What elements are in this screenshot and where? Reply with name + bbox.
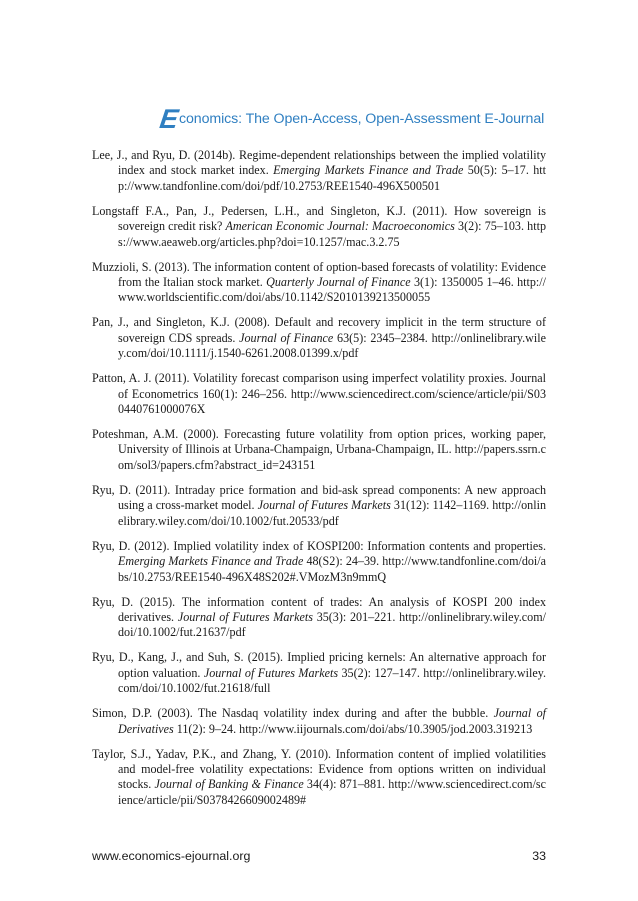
page-number: 33 — [532, 849, 546, 863]
reference-link[interactable]: http://www.tandfonline.com/doi/abs/10.2753/REE1540-496X48S202#.VMozM3n9mmQ — [118, 554, 547, 584]
journal-header — [157, 103, 545, 134]
reference-link[interactable]: http://papers.ssrn.com/sol3/papers.cfm?abstract_id=243151 — [118, 442, 546, 472]
reference-entry: Ryu, D., Kang, J., and Suh, S. (2015). Implied pricing kernels: An alternative approach for option valuation. Journal of Futures Markets 35(2): 127–147. http://onlinelibrary.wiley.com/doi/10.1002/fut.21618/full — [92, 650, 546, 696]
page-footer — [92, 848, 546, 864]
reference-entry: Ryu, D. (2015). The information content of trades: An analysis of KOSPI 200 index derivatives. Journal of Futures Markets 35(3): 201–221. http://onlinelibrary.wiley.com/doi/10.1002/fut.21637/pdf — [92, 594, 546, 640]
reference-entry: Patton, A. J. (2011). Volatility forecast comparison using imperfect volatility proxies. Journal of Econometrics 160(1): 246–256. http://www.sciencedirect.com/science/article/pii/S030440761000076X — [92, 371, 546, 417]
reference-entry: Pan, J., and Singleton, K.J. (2008). Default and recovery implicit in the term structure of sovereign CDS spreads. Journal of Finance 63(5): 2345–2384. http://onlinelibrary.wiley.com/doi/10.1111/j.1540-6261.2008.01399.x/pdf — [92, 315, 546, 361]
reference-link[interactable]: http://onlinelibrary.wiley.com/doi/10.1002/fut.20533/pdf — [118, 498, 546, 528]
journal-logo-letter: E — [157, 103, 181, 134]
reference-link[interactable]: http://onlinelibrary.wiley.com/doi/10.1111/j.1540-6261.2008.01399.x/pdf — [118, 330, 546, 361]
reference-link[interactable]: http://www.sciencedirect.com/science/article/pii/S030440761000076X — [118, 386, 546, 417]
reference-list — [92, 148, 546, 818]
reference-entry: Simon, D.P. (2003). The Nasdaq volatility index during and after the bubble. Journal of Derivatives 11(2): 9–24. http://www.iijournals.com/doi/abs/10.3905/jod.2003.319213 — [92, 706, 546, 736]
reference-link[interactable]: http://onlinelibrary.wiley.com/doi/10.1002/fut.21637/pdf — [118, 609, 546, 640]
reference-link[interactable]: http://onlinelibrary.wiley.com/doi/10.1002/fut.21618/full — [118, 665, 546, 696]
reference-link[interactable]: http://www.sciencedirect.com/science/article/pii/S0378426609002489# — [118, 777, 547, 807]
reference-entry: Taylor, S.J., Yadav, P.K., and Zhang, Y. (2010). Information content of implied volatilities and model-free volatility expectations: Evidence from options written on individual stocks. Journal of Banking & Finance 34(4): 871–881. http://www.sciencedirect.com/science/article/pii/S0378426609002489# — [92, 746, 547, 807]
footer-website[interactable]: www.economics-ejournal.org — [92, 849, 251, 863]
reference-link[interactable]: https://www.aeaweb.org/articles.php?doi=10.1257/mac.3.2.75 — [118, 219, 546, 249]
reference-entry: Lee, J., and Ryu, D. (2014b). Regime-dependent relationships between the implied volatility index and stock market index. Emerging Markets Finance and Trade 50(5): 5–17. http://www.tandfonline.com/doi/pdf/10.2753/REE1540-496X500501 — [92, 148, 546, 193]
reference-link[interactable]: http://www.worldscientific.com/doi/abs/10.1142/S2010139213500055 — [118, 275, 546, 305]
reference-link[interactable]: http://www.tandfonline.com/doi/pdf/10.2753/REE1540-496X500501 — [118, 163, 546, 193]
reference-entry: Longstaff F.A., Pan, J., Pedersen, L.H., and Singleton, K.J. (2011). How sovereign is sovereign credit risk? American Economic Journal: Macroeconomics 3(2): 75–103. https://www.aeaweb.org/articles.php?doi=10.1257/mac.3.2.75 — [92, 203, 546, 249]
reference-entry: Ryu, D. (2011). Intraday price formation and bid-ask spread components: A new approach using a cross-market model. Journal of Futures Markets 31(12): 1142–1169. http://onlinelibrary.wiley.com/doi/10.1002/fut.20533/pdf — [92, 482, 546, 528]
reference-entry: Poteshman, A.M. (2000). Forecasting future volatility from option prices, working paper, University of Illinois at Urbana-Champaign, Urbana-Champaign, IL. http://papers.ssrn.com/sol3/papers.cfm?abstract_id=243151 — [92, 427, 546, 472]
journal-title: conomics: The Open-Access, Open-Assessment E-Journal — [179, 111, 545, 127]
reference-entry: Ryu, D. (2012). Implied volatility index of KOSPI200: Information contents and properties. Emerging Markets Finance and Trade 48(S2): 24–39. http://www.tandfonline.com/doi/abs/10.2753/REE1540-496X48S202#.VMozM3n9mmQ — [92, 538, 547, 584]
reference-link[interactable]: http://www.iijournals.com/doi/abs/10.3905/jod.2003.319213 — [239, 721, 533, 736]
reference-entry: Muzzioli, S. (2013). The information content of option-based forecasts of volatility: Evidence from the Italian stock market. Quarterly Journal of Finance 3(1): 1350005 1–46. http://www.worldscientific.com/doi/abs/10.1142/S2010139213500055 — [92, 259, 546, 305]
